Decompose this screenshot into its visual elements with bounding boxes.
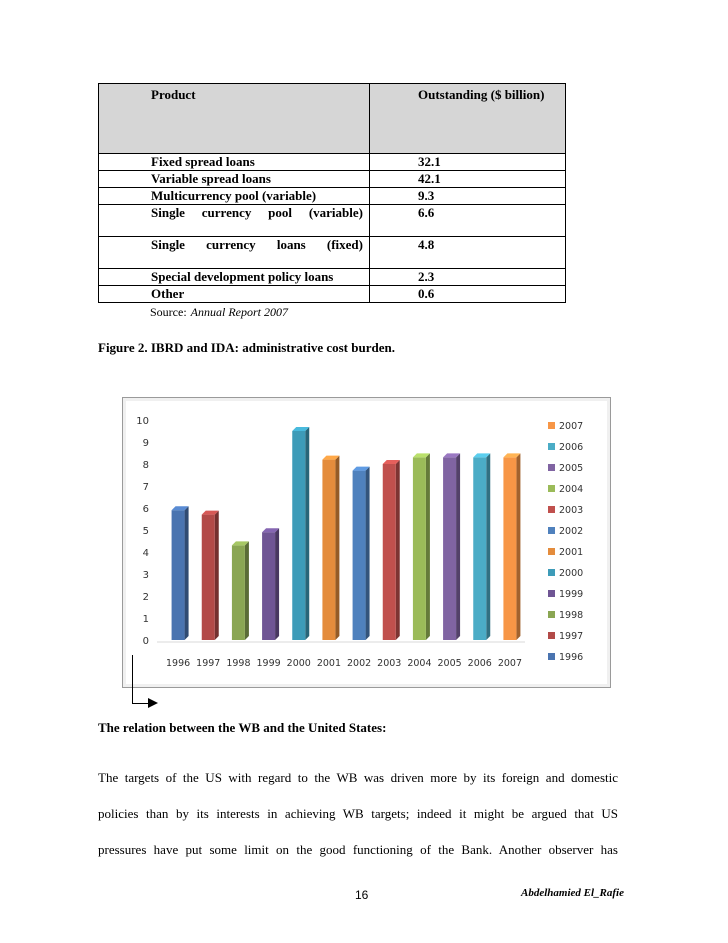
bar (202, 515, 215, 640)
bar (413, 457, 426, 640)
x-tick-label: 1997 (196, 658, 221, 669)
row-value: 4.8 (370, 237, 566, 269)
row-product-word: currency (201, 205, 252, 220)
row-product-word: (fixed) (326, 237, 363, 252)
section-heading: The relation between the WB and the United States: (98, 720, 387, 735)
row-value: 2.3 (370, 269, 566, 286)
x-tick-label: 2002 (346, 658, 372, 669)
bar-side (245, 541, 249, 640)
table-row (99, 154, 566, 171)
y-tick-label: 4 (142, 548, 149, 559)
arrow-line (132, 655, 133, 703)
bar-side (426, 453, 430, 640)
table-row (99, 205, 566, 237)
y-tick-label: 5 (142, 526, 149, 537)
bar-side (366, 467, 370, 640)
figure-caption: Figure 2. IBRD and IDA: administrative cost burden. (98, 340, 395, 355)
y-tick-label: 10 (136, 416, 149, 427)
legend-label: 2002 (559, 526, 584, 537)
bar-side (275, 528, 279, 640)
x-tick-label: 2005 (437, 658, 462, 669)
legend-swatch (548, 632, 555, 639)
legend-label: 2007 (559, 421, 584, 432)
paragraph-line: policies than by its interests in achieving WB targets; indeed it might be argued that US (98, 806, 618, 821)
x-tick-label: 2006 (467, 658, 492, 669)
x-tick-label: 1998 (226, 658, 251, 669)
paragraph-line: The targets of the US with regard to the WB was driven more by its foreign and domestic (98, 770, 618, 785)
row-product (99, 205, 370, 237)
legend-swatch (548, 506, 555, 513)
legend-swatch (548, 569, 555, 576)
legend-swatch (548, 485, 555, 492)
bar (383, 464, 396, 640)
row-product-word: pool (268, 205, 293, 220)
bar (473, 457, 486, 640)
legend-label: 2005 (559, 463, 584, 474)
row-product-word: (variable) (308, 205, 363, 220)
source-title: Annual Report 2007 (190, 305, 288, 319)
bar-side (456, 453, 460, 640)
y-tick-label: 8 (142, 460, 149, 471)
y-tick-label: 0 (142, 636, 149, 647)
row-value: 0.6 (370, 286, 566, 303)
body-paragraph (98, 760, 618, 868)
row-product (99, 237, 370, 269)
table-row (99, 188, 566, 205)
legend-swatch (548, 611, 555, 618)
loan-products-table (98, 83, 566, 303)
legend-label: 2000 (559, 568, 584, 579)
x-tick-label: 2003 (377, 658, 402, 669)
legend-label: 2006 (559, 442, 584, 453)
y-tick-label: 9 (142, 438, 149, 449)
x-tick-label: 1999 (256, 658, 281, 669)
row-value: 6.6 (370, 205, 566, 237)
legend-label: 2004 (559, 484, 584, 495)
row-value: 32.1 (370, 154, 566, 171)
legend-swatch (548, 464, 555, 471)
legend-label: 2003 (559, 505, 584, 516)
row-value: 9.3 (370, 188, 566, 205)
x-tick-label: 2007 (497, 658, 523, 669)
table-header-row (99, 84, 566, 154)
header-outstanding: Outstanding ($ billion) (370, 84, 566, 154)
legend-swatch (548, 443, 555, 450)
legend-swatch (548, 422, 555, 429)
paragraph-line: pressures have put some limit on the good functioning of the Bank. Another observer has (98, 842, 618, 857)
x-tick-label: 1996 (165, 658, 191, 669)
bar (503, 457, 516, 640)
table-source (150, 305, 288, 320)
table-row (99, 269, 566, 286)
y-tick-label: 1 (142, 614, 149, 625)
x-tick-label: 2004 (407, 658, 432, 669)
legend-label: 1999 (559, 589, 584, 600)
source-label: Source: (150, 305, 187, 319)
legend-label: 1998 (559, 610, 584, 621)
bar-side (396, 460, 400, 640)
bar (262, 532, 275, 640)
row-product: Fixed spread loans (99, 154, 370, 171)
bar (172, 510, 185, 640)
bar (353, 471, 366, 640)
row-product: Other (99, 286, 370, 303)
bar (292, 431, 305, 640)
table-row (99, 237, 566, 269)
row-product-word: currency (206, 237, 256, 252)
y-tick-label: 2 (142, 592, 149, 603)
bar-side (185, 506, 189, 640)
x-tick-label: 2000 (286, 658, 311, 669)
bar-side (305, 427, 309, 640)
y-tick-label: 7 (142, 482, 149, 493)
row-product-word: loans (276, 237, 306, 252)
legend-label: 2001 (559, 547, 584, 558)
page-number: 16 (355, 888, 369, 902)
bar-side (486, 453, 490, 640)
arrow-head-icon (148, 698, 158, 708)
legend-swatch (548, 590, 555, 597)
row-product: Multicurrency pool (variable) (99, 188, 370, 205)
row-product-word: Single (151, 205, 185, 220)
bar-side (335, 456, 339, 640)
y-tick-label: 6 (142, 504, 149, 515)
row-product: Variable spread loans (99, 171, 370, 188)
bar (232, 545, 245, 640)
legend-label: 1996 (559, 652, 584, 663)
table-row (99, 286, 566, 303)
bar-side (215, 511, 219, 640)
legend-swatch (548, 527, 555, 534)
bar (443, 457, 456, 640)
table-row (99, 171, 566, 188)
author-name: Abdelhamied El_Rafie (521, 887, 624, 899)
row-product-word: Single (151, 237, 185, 252)
x-tick-label: 2001 (316, 658, 342, 669)
bar-chart (123, 398, 610, 687)
header-product: Product (99, 84, 370, 154)
y-tick-label: 3 (142, 570, 149, 581)
bar (322, 460, 335, 640)
row-value: 42.1 (370, 171, 566, 188)
row-product: Special development policy loans (99, 269, 370, 286)
legend-swatch (548, 548, 555, 555)
bar-side (516, 453, 520, 640)
legend-swatch (548, 653, 555, 660)
chart-frame (122, 397, 611, 688)
legend-label: 1997 (559, 631, 584, 642)
